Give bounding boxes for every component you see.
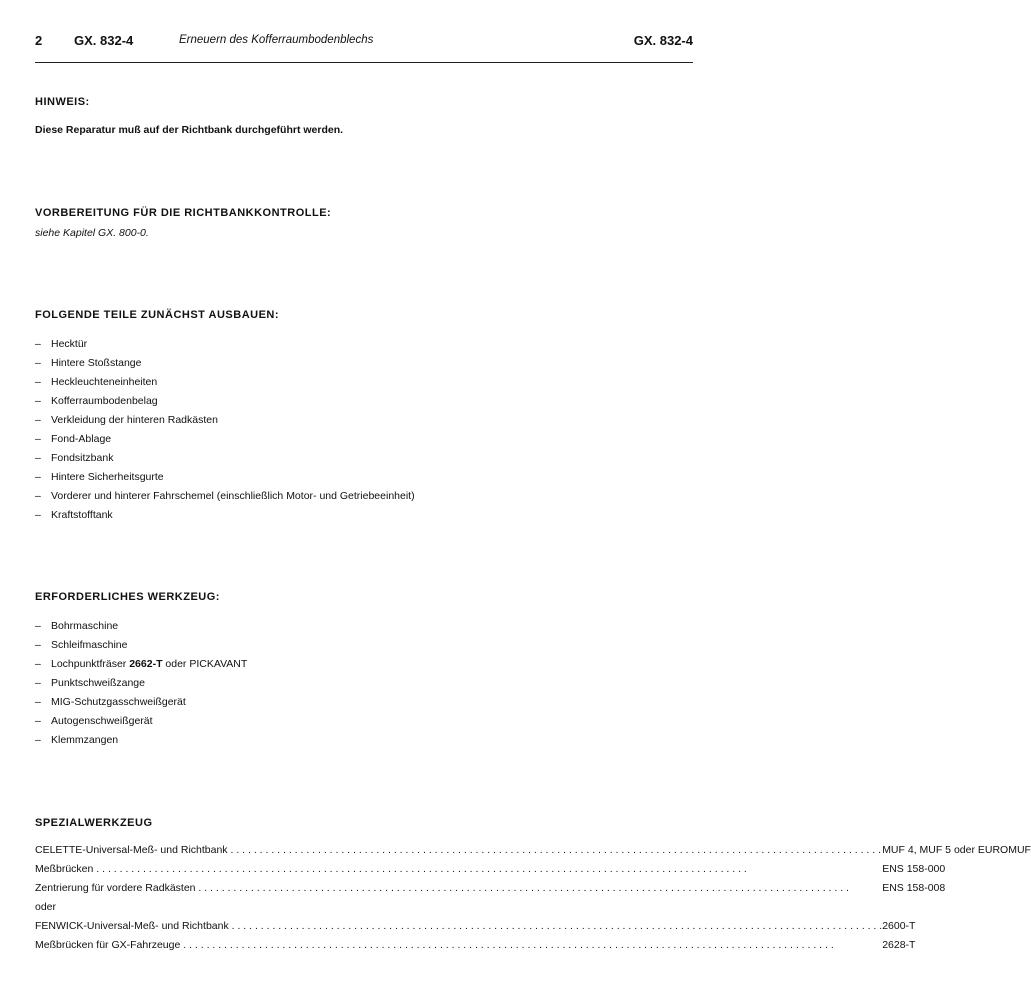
dash-bullet: – (35, 414, 41, 426)
list-item (35, 394, 415, 413)
dash-bullet: – (35, 509, 41, 521)
dash-bullet: – (35, 376, 41, 388)
table-row (35, 843, 1031, 862)
tool-name-cell (35, 938, 882, 957)
list-item-text: Punktschweißzange (51, 677, 145, 689)
page-number: 2 (35, 33, 43, 48)
dash-bullet: – (35, 433, 41, 445)
hinweis-text: Diese Reparatur muß auf der Richtbank durchgeführt werden. (35, 124, 344, 136)
werkzeug-list (35, 619, 247, 752)
list-item (35, 432, 415, 451)
list-item (35, 657, 247, 676)
list-item-text: Klemmzangen (51, 734, 119, 746)
dash-bullet: – (35, 357, 41, 369)
header-rule (35, 62, 693, 63)
list-item-text: Fondsitzbank (51, 452, 114, 464)
list-item (35, 489, 415, 508)
tool-name-cell (35, 881, 882, 900)
list-item (35, 470, 415, 489)
list-item-text: Schleifmaschine (51, 639, 128, 651)
table-row (35, 862, 1031, 881)
list-item (35, 714, 247, 733)
list-item-text: Verkleidung der hinteren Radkästen (51, 414, 218, 426)
dash-bullet: – (35, 677, 41, 689)
dash-bullet: – (35, 696, 41, 708)
page-header (35, 33, 693, 51)
dash-bullet: – (35, 715, 41, 727)
tool-name: Meßbrücken für GX-Fahrzeuge . . . (35, 939, 834, 951)
tool-reference-cell (882, 900, 1031, 919)
tool-reference-cell (882, 919, 1031, 938)
table-row (35, 881, 1031, 900)
spezialwerkzeug-table (35, 843, 1031, 957)
table-row (35, 938, 1031, 957)
list-item (35, 356, 415, 375)
tool-reference: ENS 158-000 (882, 863, 946, 875)
list-item-text: Vorderer und hinterer Fahrschemel (einschließlich Motor- und Getriebeeinheit) (51, 490, 415, 502)
list-item-text: Lochpunktfräser (51, 658, 130, 670)
tool-name: CELETTE-Universal-Meß- und Richtbank . . . (35, 844, 881, 856)
list-item (35, 695, 247, 714)
document-title: Erneuern des Kofferraumbodenblechs (179, 34, 374, 46)
dash-bullet: – (35, 734, 41, 746)
hinweis-heading: HINWEIS: (35, 96, 90, 108)
tool-reference: 2628-T (882, 939, 916, 951)
tool-name-cell (35, 843, 882, 862)
list-item (35, 619, 247, 638)
list-item (35, 451, 415, 470)
tool-name: FENWICK-Universal-Meß- und Richtbank . . . (35, 920, 882, 932)
list-item-text: Kraftstofftank (51, 509, 113, 521)
ausbauen-list (35, 337, 415, 527)
tool-reference: 2600-T (882, 920, 916, 932)
list-item (35, 508, 415, 527)
vorbereitung-text: siehe Kapitel GX. 800-0. (35, 227, 149, 239)
tool-name-cell (35, 862, 882, 881)
list-item-text: Heckleuchteneinheiten (51, 376, 158, 388)
dash-bullet: – (35, 620, 41, 632)
list-item-text: Bohrmaschine (51, 620, 119, 632)
dash-bullet: – (35, 452, 41, 464)
dash-bullet: – (35, 639, 41, 651)
list-item-text: Kofferraumbodenbelag (51, 395, 158, 407)
tool-name-cell (35, 919, 882, 938)
tool-name: oder (35, 901, 57, 913)
list-item-text-suffix: oder PICKAVANT (162, 658, 248, 670)
list-item (35, 337, 415, 356)
tool-number: 2662-T (129, 658, 163, 670)
tool-reference-cell (882, 938, 1031, 957)
list-item-text: MIG-Schutzgasschweißgerät (51, 696, 186, 708)
list-item (35, 733, 247, 752)
list-item-text: Autogenschweißgerät (51, 715, 153, 727)
tool-reference-cell (882, 862, 1031, 881)
list-item (35, 375, 415, 394)
list-item-text: Hintere Stoßstange (51, 357, 142, 369)
table-row (35, 919, 1031, 938)
tool-name: Meßbrücken . . . (35, 863, 747, 875)
dash-bullet: – (35, 338, 41, 350)
tool-reference: ENS 158-008 (882, 882, 946, 894)
list-item (35, 413, 415, 432)
ausbauen-heading: FOLGENDE TEILE ZUNÄCHST AUSBAUEN: (35, 309, 280, 321)
list-item-text: Hecktür (51, 338, 88, 350)
tool-reference: MUF 4, MUF 5 oder EUROMUF (882, 844, 1031, 856)
tool-name: Zentrierung für vordere Radkästen . . . (35, 882, 849, 894)
werkzeug-heading: ERFORDERLICHES WERKZEUG: (35, 591, 220, 603)
list-item-text: Fond-Ablage (51, 433, 112, 445)
dash-bullet: – (35, 395, 41, 407)
vorbereitung-heading: VORBEREITUNG FÜR DIE RICHTBANKKONTROLLE: (35, 207, 332, 219)
spezial-heading: SPEZIALWERKZEUG (35, 817, 153, 829)
list-item-text: Hintere Sicherheitsgurte (51, 471, 164, 483)
table-row (35, 900, 1031, 919)
tool-name-cell (35, 900, 882, 919)
document-code-right: GX. 832-4 (633, 33, 693, 48)
list-item (35, 676, 247, 695)
tool-reference-cell (882, 843, 1031, 862)
dash-bullet: – (35, 658, 41, 670)
document-code: GX. 832-4 (74, 33, 134, 48)
dash-bullet: – (35, 490, 41, 502)
list-item (35, 638, 247, 657)
dash-bullet: – (35, 471, 41, 483)
tool-reference-cell (882, 881, 1031, 900)
